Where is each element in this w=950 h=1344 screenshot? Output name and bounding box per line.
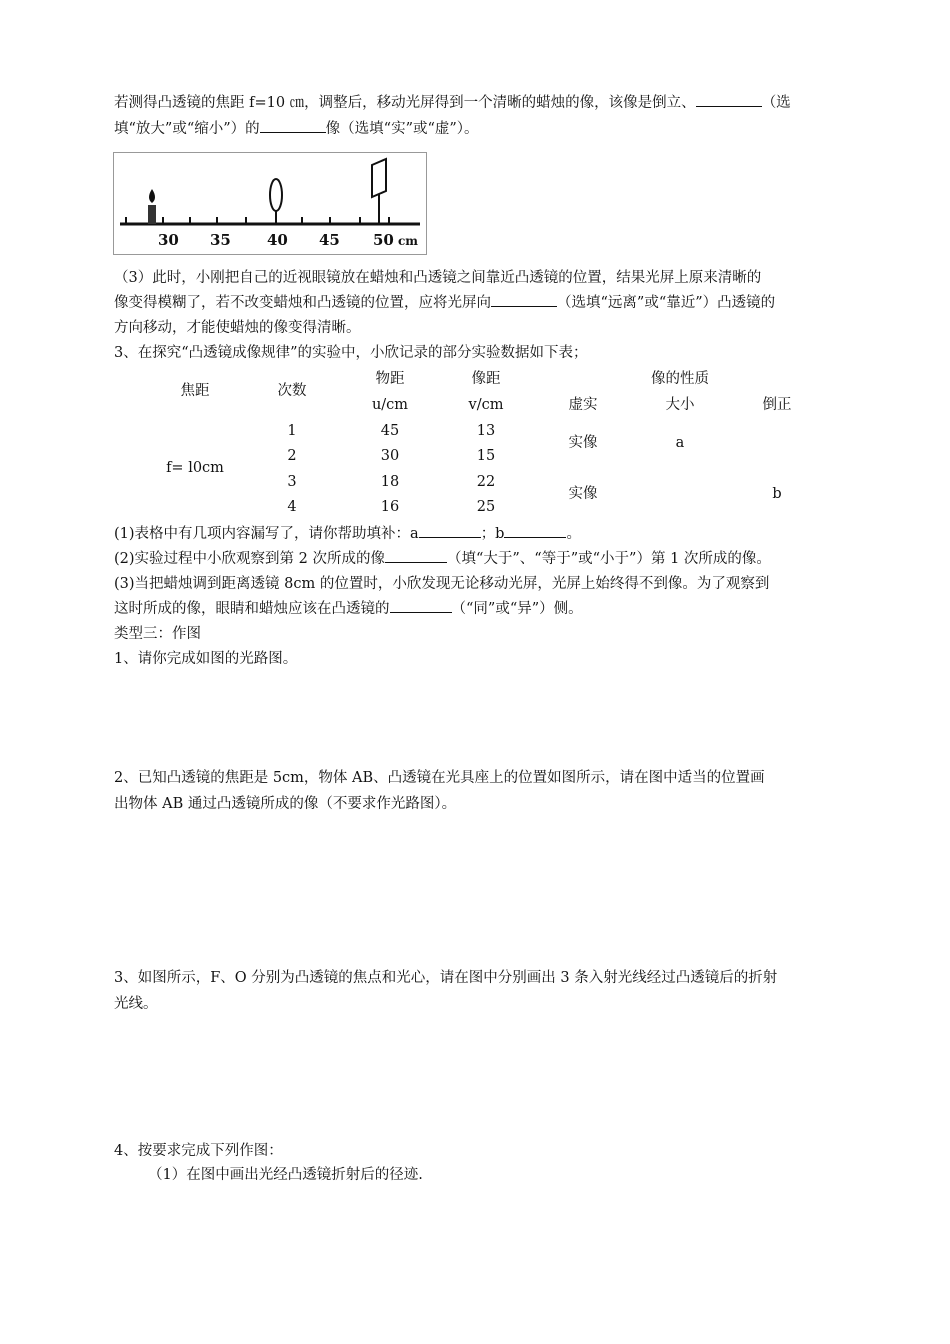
answer-blank-b[interactable] bbox=[504, 523, 566, 538]
table-cell: 18 bbox=[380, 474, 400, 490]
q3-sub1: (1)表格中有几项内容漏写了，请你帮助填补：a ；b 。 bbox=[114, 523, 581, 545]
para2-line3: 方向移动，才能使蜡烛的像变得清晰。 bbox=[114, 320, 361, 336]
answer-blank-direction[interactable] bbox=[491, 292, 557, 307]
answer-blank-side[interactable] bbox=[390, 598, 452, 613]
table-row: 4 bbox=[287, 499, 297, 515]
q3-sub2: (2)实验过程中小欣观察到第 2 次所成的像 （填“大于”、“等于”或“小于”）第 1 次所成的像。 bbox=[114, 548, 771, 570]
table-real-image-2: 实像 bbox=[568, 486, 598, 502]
table-header-object-distance: 物距 bbox=[375, 371, 405, 387]
table-cell: 15 bbox=[476, 448, 496, 464]
answer-blank-size[interactable] bbox=[696, 92, 762, 107]
drawing-q3-line1: 3、如图所示，F、O 分别为凸透镜的焦点和光心，请在图中分别画出 3 条入射光线经过凸透镜后的折射 bbox=[114, 970, 778, 986]
tick-label: 50 bbox=[373, 231, 394, 249]
para1-line2: 填“放大”或“缩小”）的 像（选填“实”或“虚”）。 bbox=[114, 118, 479, 140]
section-heading: 类型三：作图 bbox=[114, 626, 201, 642]
drawing-q1: 1、请你完成如图的光路图。 bbox=[114, 651, 298, 667]
tick-label: 40 bbox=[267, 231, 288, 249]
table-header-image-unit: v/cm bbox=[468, 397, 504, 413]
drawing-q2-line1: 2、已知凸透镜的焦距是 5cm，物体 AB、凸透镜在光具座上的位置如图所示，请在图中适当的位置画 bbox=[114, 770, 765, 786]
table-cell: 25 bbox=[476, 499, 496, 515]
flame-icon bbox=[149, 189, 155, 203]
table-focal-value: f= l0cm bbox=[166, 460, 224, 476]
light-screen-icon bbox=[372, 159, 386, 197]
table-row: 2 bbox=[287, 448, 297, 464]
para1-line1: 若测得凸透镜的焦距 f=10 ㎝，调整后，移动光屏得到一个清晰的蜡烛的像，该像是倒立、 （选 bbox=[114, 92, 791, 114]
table-header-real-virtual: 虚实 bbox=[568, 397, 598, 413]
drawing-q3-line2: 光线。 bbox=[114, 996, 158, 1012]
table-real-image-1: 实像 bbox=[568, 435, 598, 451]
answer-blank-a[interactable] bbox=[419, 523, 481, 538]
drawing-q4-line1: 4、按要求完成下列作图： bbox=[114, 1143, 283, 1159]
q3-sub3-line1: (3)当把蜡烛调到距离透镜 8cm 的位置时，小欣发现无论移动光屏，光屏上始终得不到像。为了观察到 bbox=[114, 576, 770, 592]
tick-label: 30 bbox=[158, 231, 179, 249]
q3-sub3-line2: 这时所成的像，眼睛和蜡烛应该在凸透镜的 （“同”或“异”）侧。 bbox=[114, 598, 583, 620]
table-cell: 13 bbox=[476, 423, 496, 439]
para2-line1: （3）此时，小刚把自己的近视眼镜放在蜡烛和凸透镜之间靠近凸透镜的位置，结果光屏上原来清晰的 bbox=[114, 270, 762, 286]
table-header-image-distance: 像距 bbox=[471, 371, 501, 387]
answer-blank-real-virtual[interactable] bbox=[260, 118, 326, 133]
table-cell: 16 bbox=[380, 499, 400, 515]
table-header-orientation: 倒正 bbox=[762, 397, 792, 413]
drawing-q2-line2: 出物体 AB 通过凸透镜所成的像（不要求作光路图）。 bbox=[114, 796, 457, 812]
drawing-q4-line2: （1）在图中画出光经凸透镜折射后的径迹. bbox=[148, 1167, 423, 1183]
answer-blank-compare[interactable] bbox=[385, 548, 447, 563]
tick-label: 35 bbox=[210, 231, 231, 249]
table-header-size: 大小 bbox=[665, 397, 695, 413]
q3-title: 3、在探究“凸透镜成像规律”的实验中，小欣记录的部分实验数据如下表； bbox=[114, 345, 588, 361]
convex-lens-icon bbox=[270, 179, 282, 211]
table-header-focal: 焦距 bbox=[180, 383, 210, 399]
table-cell: 30 bbox=[380, 448, 400, 464]
table-row: 3 bbox=[287, 474, 297, 490]
table-header-count: 次数 bbox=[277, 383, 307, 399]
optical-bench-figure bbox=[113, 152, 427, 255]
table-header-object-unit: u/cm bbox=[371, 397, 409, 413]
candle-icon bbox=[148, 205, 156, 224]
table-cell: 22 bbox=[476, 474, 496, 490]
tick-label: 45 bbox=[319, 231, 340, 249]
table-cell: 45 bbox=[380, 423, 400, 439]
table-missing-b: b bbox=[772, 486, 782, 502]
unit-label: cm bbox=[398, 234, 419, 248]
para2-line2: 像变得模糊了，若不改变蜡烛和凸透镜的位置，应将光屏向 （选填“远离”或“靠近”）凸透镜的 bbox=[114, 292, 775, 314]
table-header-image-nature: 像的性质 bbox=[651, 371, 709, 387]
table-missing-a: a bbox=[675, 435, 685, 451]
table-row: 1 bbox=[287, 423, 297, 439]
